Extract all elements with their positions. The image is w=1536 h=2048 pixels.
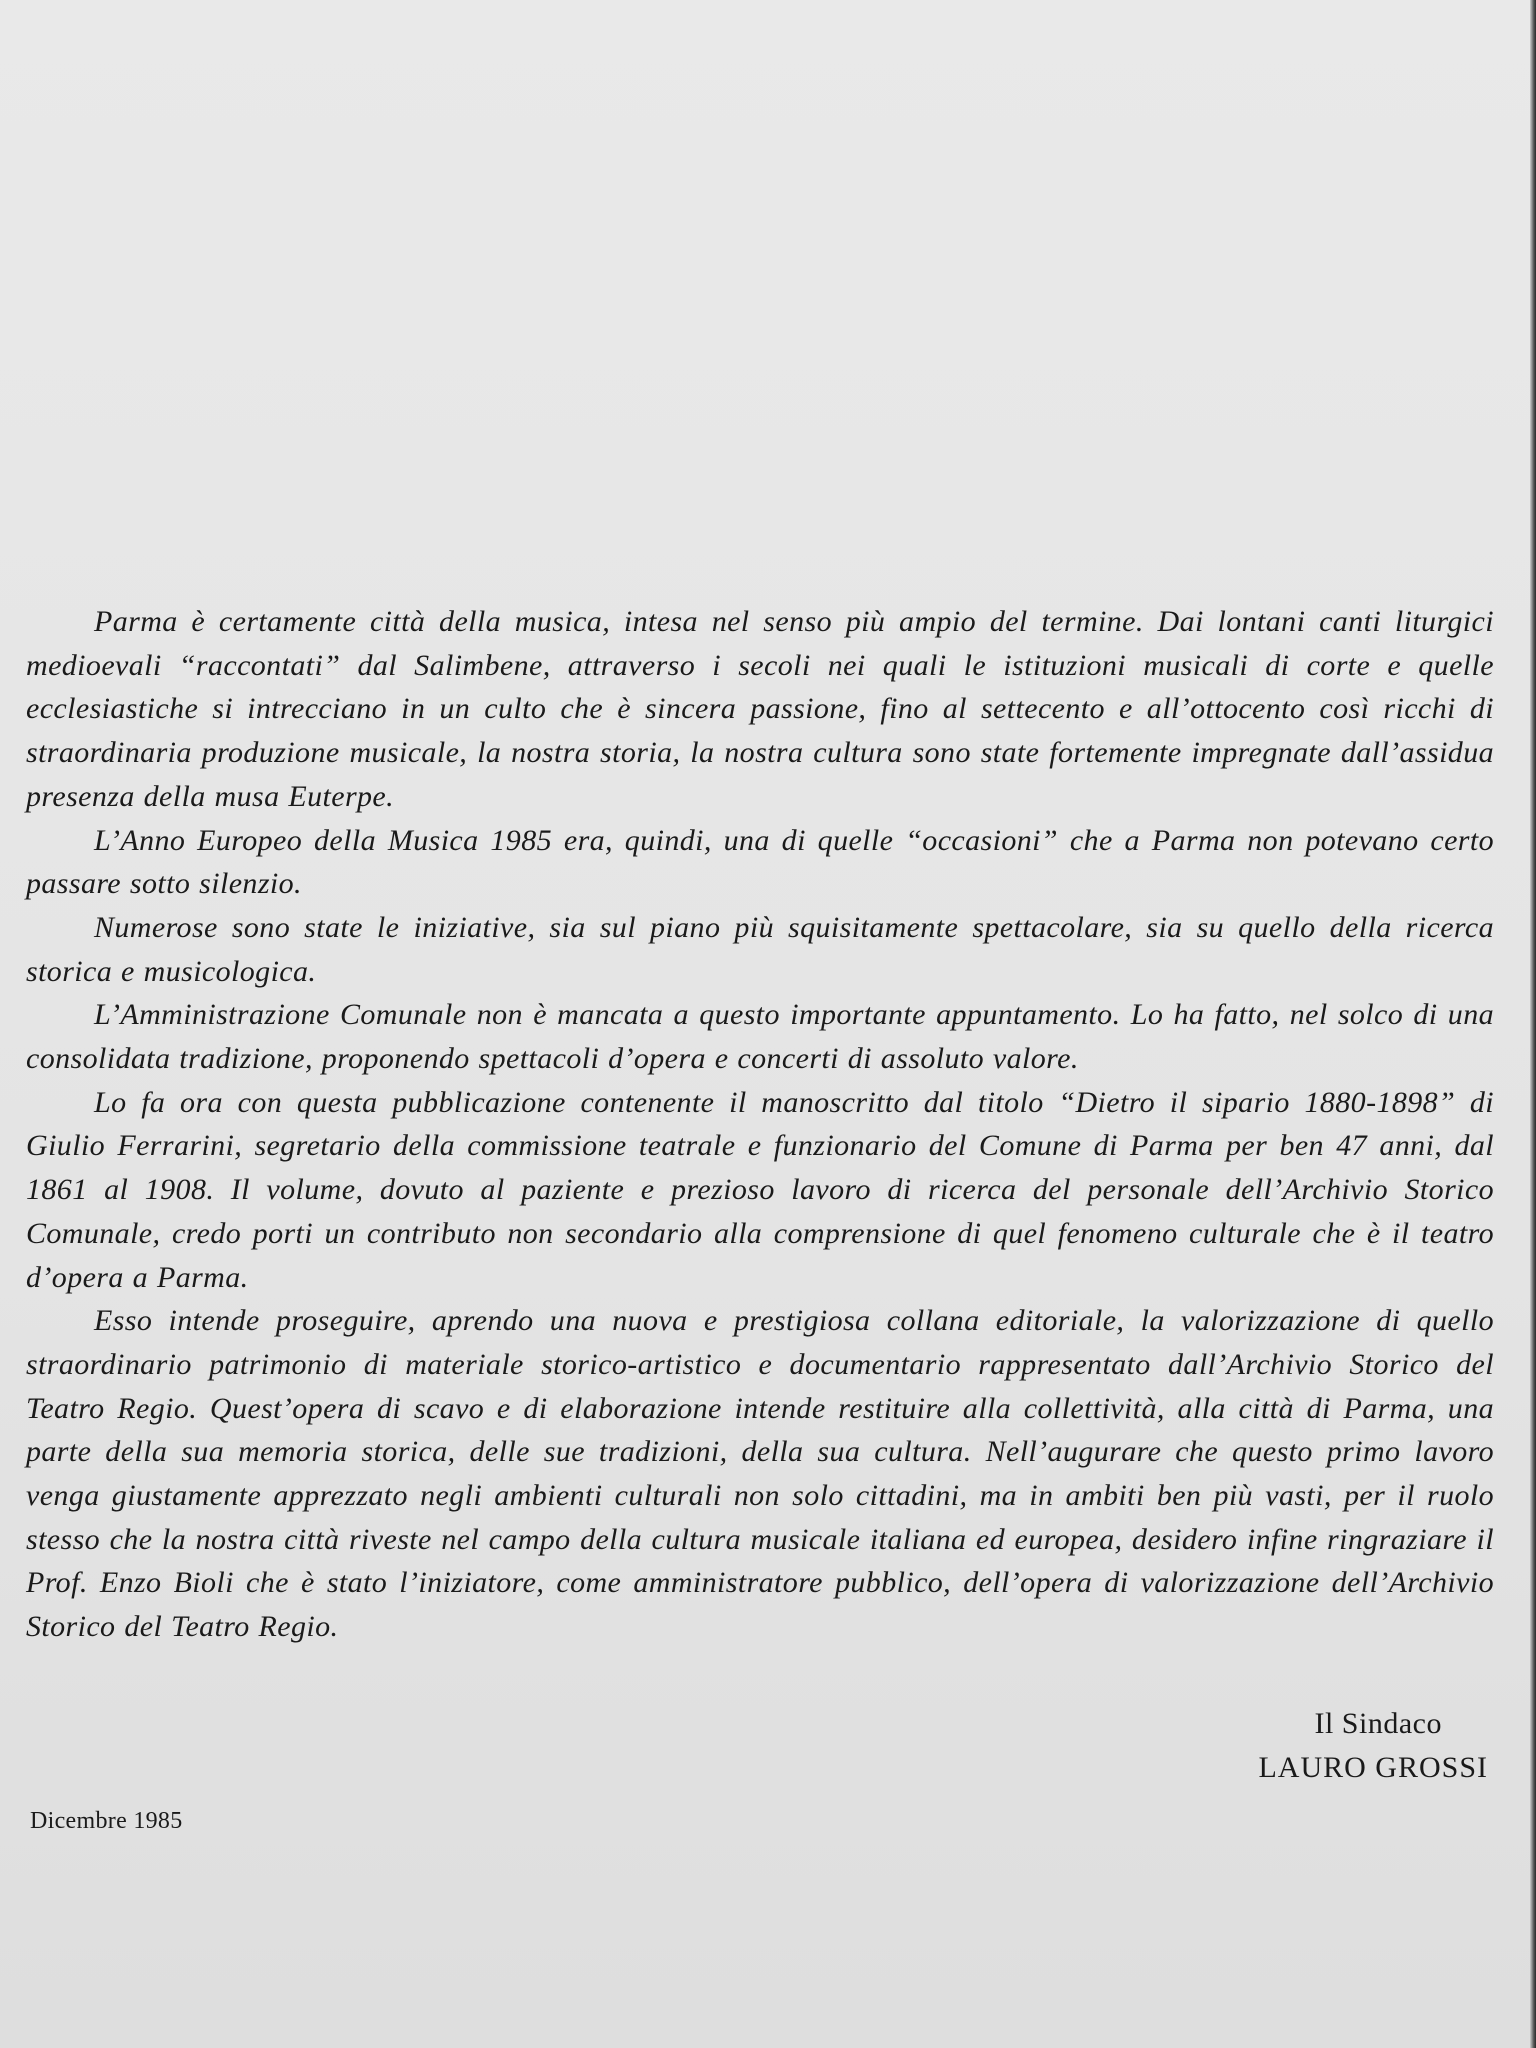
- paragraph-4: L’Amministrazione Comunale non è mancata a questo importante appuntamento. Lo ha fatto, nel solco di una consolidata tradizione, proponendo spettacoli d’opera e concerti di assoluto valore.: [26, 998, 1494, 1076]
- signature-name: LAURO GROSSI: [1258, 1751, 1488, 1784]
- paragraph-5: Lo fa ora con questa pubblicazione contenente il manoscritto dal titolo “Dietro il sipario 1880-1898” di Giulio Ferrarini, segretario della commissione teatrale e funzionario del Comune di Parma per ben 47 anni, dal 1861 al 1908. Il volume, dovuto al paziente e prezioso lavoro di ricerca del personale dell’Archivio Storico Comunale, credo porti un contributo non secondario alla comprensione di quel fenomeno culturale che è il teatro d’opera a Parma.: [26, 1085, 1494, 1294]
- paragraph-3: Numerose sono state le iniziative, sia sul piano più squisitamente spettacolare, sia su quello della ricerca storica e musicologica.: [26, 910, 1494, 988]
- signature-role: Il Sindaco: [1314, 1707, 1442, 1740]
- letter-date: Dicembre 1985: [30, 1808, 183, 1834]
- paragraph-6: Esso intende proseguire, aprendo una nuova e prestigiosa collana editoriale, la valorizzazione di quello straordinario patrimonio di materiale storico-artistico e documentario rappresentato dall’Archivio Storico del Teatro Regio. Quest’opera di scavo e di elaborazione intende restituire alla collettività, alla città di Parma, una parte della sua memoria storica, delle sue tradizioni, della sua cultura. Nell’augurare che questo primo lavoro venga giustamente apprezzato negli ambienti culturali non solo cittadini, ma in ambiti ben più vasti, per il ruolo stesso che la nostra città riveste nel campo della cultura musicale italiana ed europea, desidero infine ringraziare il Prof. Enzo Bioli che è stato l’iniziatore, come amministratore pubblico, dell’opera di valorizzazione dell’Archivio Storico del Teatro Regio.: [26, 1304, 1494, 1644]
- letter-body: [26, 600, 1494, 1649]
- paragraph-2: L’Anno Europeo della Musica 1985 era, quindi, una di quelle “occasioni” che a Parma non potevano certo passare sotto silenzio.: [26, 823, 1494, 901]
- paragraph-1: Parma è certamente città della musica, intesa nel senso più ampio del termine. Dai lontani canti liturgici medioevali “raccontati” dal Salimbene, attraverso i secoli nei quali le istituzioni musicali di corte e quelle ecclesiastiche si intrecciano in un culto che è sincera passione, fino al settecento e all’ottocento così ricchi di straordinaria produzione musicale, la nostra storia, la nostra cultura sono state fortemente impregnate dall’assidua presenza della musa Euterpe.: [26, 605, 1494, 813]
- signature-block: [1258, 1702, 1488, 1790]
- page-binding-edge: [1530, 0, 1536, 2048]
